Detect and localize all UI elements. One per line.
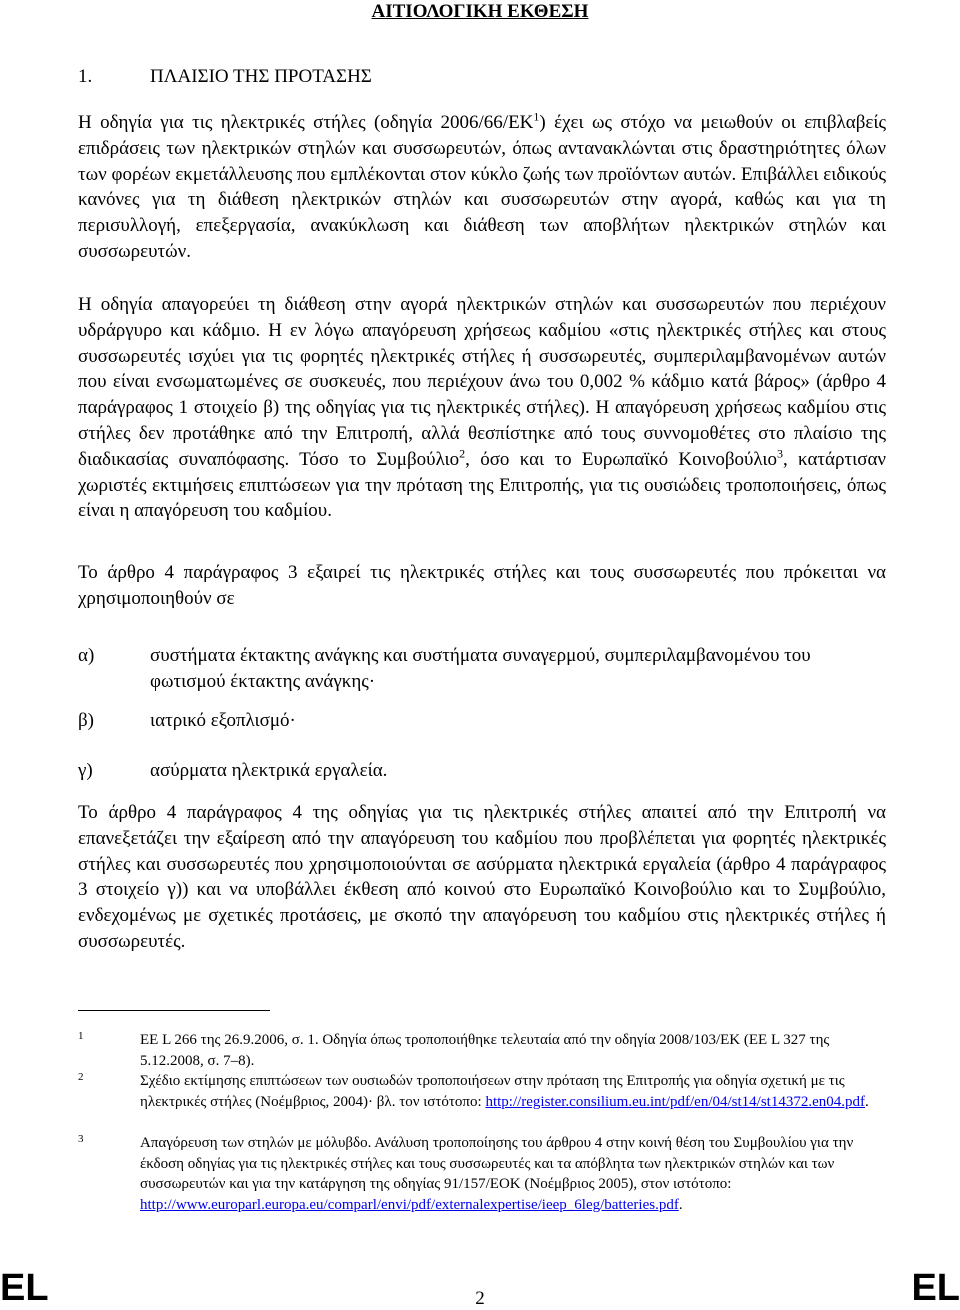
paragraph-2-text-b: , όσο και το Ευρωπαϊκό Κοινοβούλιο	[465, 448, 778, 470]
footnote-text	[140, 1030, 886, 1071]
footnote-link[interactable]: http://www.europarl.europa.eu/comparl/envi/pdf/externalexpertise/ieep_6leg/batteries.pdf	[140, 1196, 679, 1213]
footnote-punctuation: .	[678, 1196, 683, 1213]
document-title: ΑΙΤΙΟΛΟΓΙΚΗ ΕΚΘΕΣΗ	[371, 1, 589, 22]
list-item-text: συστήματα έκτακτης ανάγκης και συστήματα συναγερμού, συμπεριλαμβανομένου του φωτισμού έκτακτης ανάγκης·	[150, 645, 811, 692]
paragraph-2	[78, 292, 886, 524]
footnote-number: 2	[78, 1071, 84, 1083]
list-marker: α)	[78, 645, 95, 666]
footnote-number: 3	[78, 1133, 84, 1145]
footer-language-left: EL	[0, 1267, 49, 1309]
footnote-1	[78, 1030, 886, 1071]
footnote-punctuation: .	[865, 1093, 869, 1110]
footnote-ref-2: 2	[459, 446, 466, 461]
page-number: 2	[475, 1288, 485, 1309]
footnote-text	[140, 1133, 886, 1215]
footnote-number: 1	[78, 1030, 84, 1042]
list-marker: β)	[78, 710, 94, 731]
paragraph-2-text-a: Η οδηγία απαγορεύει τη διάθεση στην αγορά ηλεκτρικών στηλών και συσσωρευτών που περιέχουν υδράργυρο και κάδμιο. Η εν λόγω απαγόρευση χρήσεως καδμίου «στις ηλεκτρικές στήλες και στους συσσωρευτές ισχύει για τις φορητές ηλεκτρικές στήλες ή συσσωρευτές, συμπεριλαμβανομένων αυτών που είναι ενσωματωμένες σε συσκευές, που περιέχουν άνω του 0,002 % κάδμιο κατά βάρος» (άρθρο 4 παράγραφος 1 στοιχείο β) της οδηγίας για τις ηλεκτρικές στήλες). Η απαγόρευση χρήσεως καδμίου στις στήλες δεν προτάθηκε από την Επιτροπή, αλλά θεσπίστηκε από τους συννομοθέτες στο πλαίσιο της διαδικασίας συναπόφασης. Τόσο το Συμβούλιο	[78, 294, 886, 470]
list-item-text: ιατρικό εξοπλισμό·	[150, 710, 296, 731]
footnote-3	[78, 1133, 886, 1215]
footnote-ref-1: 1	[533, 109, 540, 124]
footnote-body: Σχέδιο εκτίμησης επιπτώσεων των ουσιωδών τροποποιήσεων στην πρόταση της Επιτροπής για οδηγία σχετική με τις ηλεκτρικές στήλες (Νοέμβριος, 2004)· βλ. τον ιστότοπο:	[140, 1073, 845, 1110]
paragraph-1	[78, 110, 886, 265]
list-item	[78, 643, 886, 695]
paragraph-3: Το άρθρο 4 παράγραφος 3 εξαιρεί τις ηλεκτρικές στήλες και τους συσσωρευτές που πρόκειται να χρησιμοποιηθούν σε	[78, 562, 886, 609]
list-marker: γ)	[78, 760, 93, 781]
list-item	[78, 758, 886, 784]
list-item	[78, 708, 886, 734]
paragraph-1-text-a: Η οδηγία για τις ηλεκτρικές στήλες (οδηγία 2006/66/ΕΚ	[78, 112, 534, 133]
paragraph-4: Το άρθρο 4 παράγραφος 4 της οδηγίας για τις ηλεκτρικές στήλες απαιτεί από την Επιτροπή να επανεξετάζει την εξαίρεση από την απαγόρευση του καδμίου που προβλέπεται για φορητές ηλεκτρικές στήλες και συσσωρευτές που χρησιμοποιούνται σε ασύρματα ηλεκτρικά εργαλεία (άρθρο 4 παράγραφος 3 στοιχείο γ)) και να υποβάλλει έκθεση από κοινού στο Ευρωπαϊκό Κοινοβούλιο και το Συμβούλιο, ενδεχομένως με σχετικές προτάσεις, με σκοπό την απαγόρευση του καδμίου στις ηλεκτρικές στήλες ή συσσωρευτές.	[78, 802, 886, 952]
footer-language-right: EL	[911, 1267, 960, 1309]
section-heading-text: ΠΛΑΙΣΙΟ ΤΗΣ ΠΡΟΤΑΣΗΣ	[150, 66, 372, 87]
footnote-link[interactable]: http://register.consilium.eu.int/pdf/en/04/st14/st14372.en04.pdf	[485, 1093, 865, 1110]
footnote-body: Απαγόρευση των στηλών με μόλυβδο. Ανάλυση τροποποίησης του άρθρου 4 στην κοινή θέση του Συμβουλίου για την έκδοση οδηγίας για τις ηλεκτρικές στήλες και τους συσσωρευτές και τα απόβλητα των ηλεκτρικών στηλών και των συσσωρευτών και για την κατάργηση της οδηγίας 91/157/ΕΟΚ (Νοέμβριος 2005), στον ιστότοπο:	[140, 1135, 854, 1193]
section-heading	[78, 64, 372, 90]
section-number: 1.	[78, 66, 93, 87]
paragraph-1-text-b: ) έχει ως στόχο να μειωθούν οι επιβλαβείς επιδράσεις των ηλεκτρικών στηλών και συσσωρευτών, όπως αντανακλώνται στις δραστηριότητες όλων των φορέων εκμετάλλευσης που εμπλέκονται στον κύκλο ζωής των προϊόντων αυτών. Επιβάλλει ειδικούς κανόνες για τη διάθεση ηλεκτρικών στηλών και συσσωρευτών στην αγορά, καθώς και για τη περισυλλογή, επεξεργασία, ανακύκλωση και διάθεση των αποβλήτων ηλεκτρικών στηλών και συσσωρευτών.	[78, 112, 886, 262]
list-item-text: ασύρματα ηλεκτρικά εργαλεία.	[150, 760, 388, 781]
footnote-body: ΕΕ L 266 της 26.9.2006, σ. 1. Οδηγία όπως τροποποιήθηκε τελευταία από την οδηγία 2008/103/ΕΚ (ΕΕ L 327 της 5.12.2008, σ. 7–8).	[140, 1032, 830, 1069]
footnote-text	[140, 1071, 886, 1112]
footnote-2	[78, 1071, 886, 1112]
footnote-ref-3: 3	[777, 446, 784, 461]
footnote-separator	[78, 1010, 270, 1011]
paragraph-2-text-c: , κατάρτισαν χωριστές εκτιμήσεις επιπτώσεων για την πρόταση της Επιτροπής, για τις ουσιώδεις τροποποιήσεις, όπως είναι η απαγόρευση του καδμίου.	[78, 448, 887, 522]
